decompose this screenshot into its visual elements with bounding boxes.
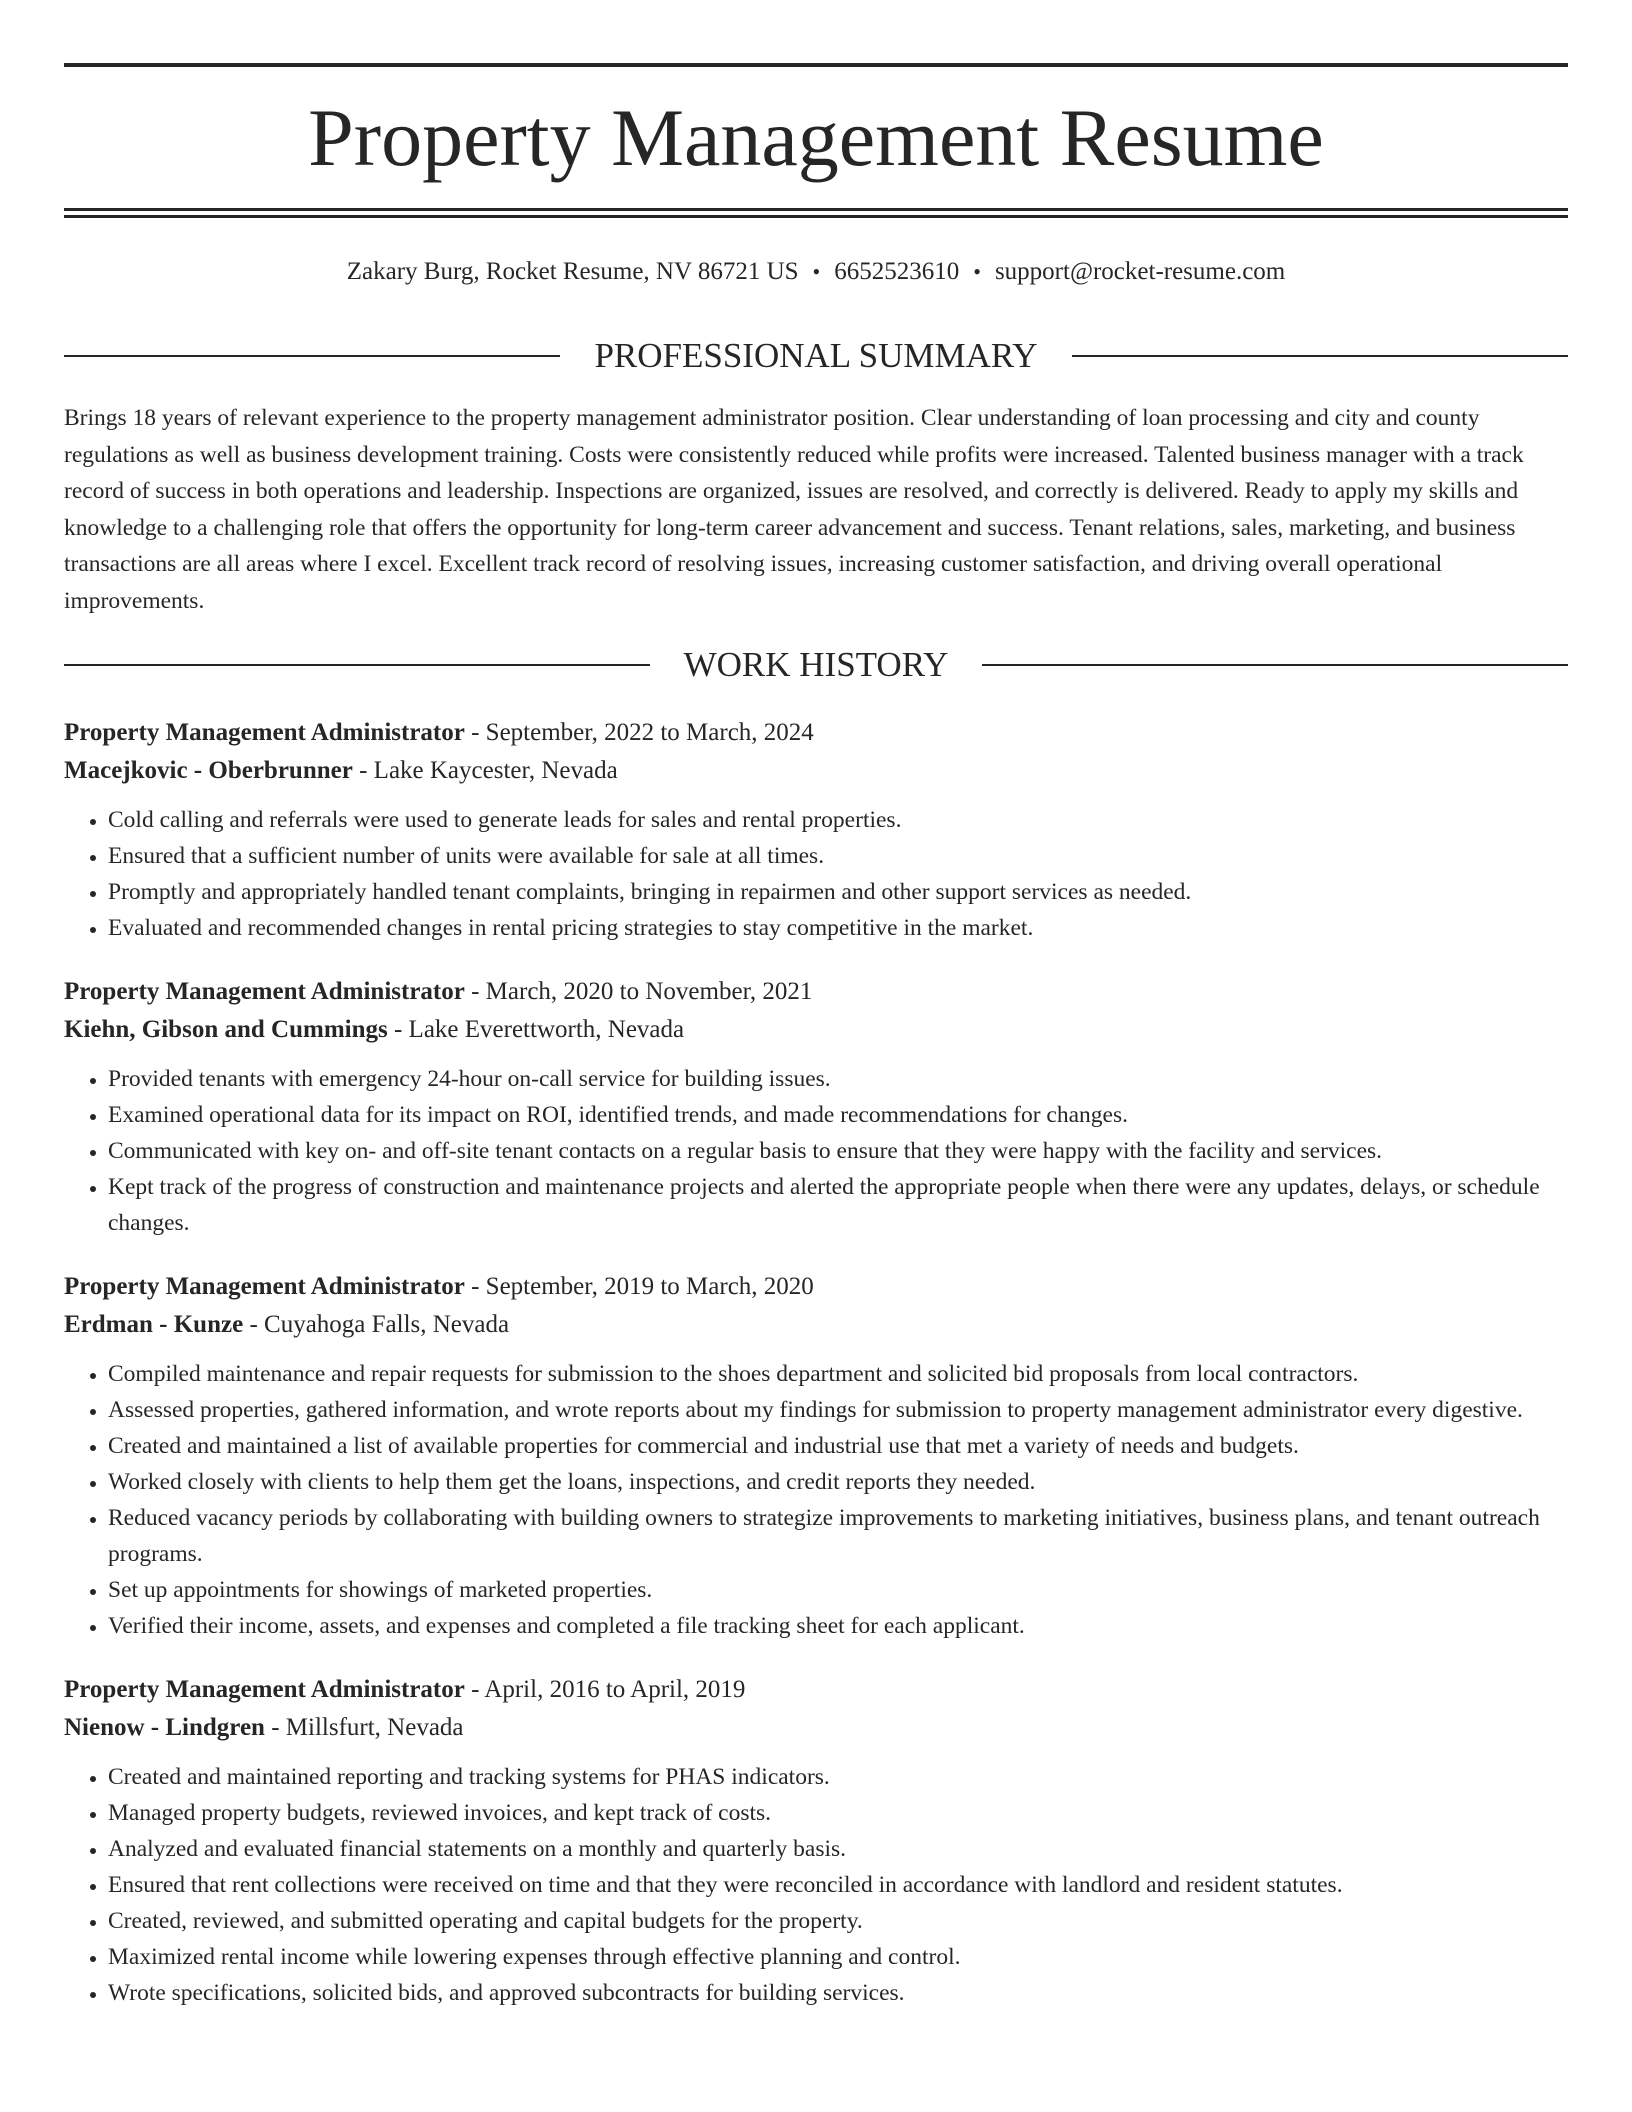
job-bullet: • Provided tenants with emergency 24-hour on-call service for building issues.	[108, 1061, 1568, 1097]
contact-separator: •	[812, 259, 821, 284]
job-bullet: • Assessed properties, gathered information, and wrote reports about my findings for submission to property management administrator every digestive.	[108, 1392, 1568, 1428]
job-location: - Lake Kaycester, Nevada	[352, 757, 618, 784]
work-section-heading	[64, 645, 1568, 685]
job-company-line	[64, 1011, 1568, 1049]
contact-line	[64, 256, 1568, 288]
job-location: - Lake Everettworth, Nevada	[387, 1016, 685, 1043]
work-heading: WORK HISTORY	[683, 645, 949, 684]
job-bullet: • Created and maintained reporting and tracking systems for PHAS indicators.	[108, 1759, 1568, 1795]
job-role: Property Management Administrator	[64, 1676, 465, 1703]
job-title-line	[64, 714, 1568, 752]
job-bullet: • Promptly and appropriately handled tenant complaints, bringing in repairmen and other support services as needed.	[108, 874, 1568, 910]
contact-email: support@rocket-resume.com	[994, 258, 1286, 285]
summary-heading: PROFESSIONAL SUMMARY	[594, 336, 1038, 375]
job-bullet: • Maximized rental income while lowering expenses through effective planning and control.	[108, 1939, 1568, 1975]
heading-rule-right	[1072, 355, 1568, 357]
heading-rule-left	[64, 664, 650, 666]
job-bullet: • Reduced vacancy periods by collaborating with building owners to strategize improvements to marketing initiatives, business plans, and tenant outreach programs.	[108, 1500, 1568, 1572]
contact-address: Zakary Burg, Rocket Resume, NV 86721 US	[346, 258, 799, 285]
contact-phone: 6652523610	[834, 258, 960, 285]
job-location: - Cuyahoga Falls, Nevada	[243, 1311, 510, 1338]
work-history-list	[64, 714, 1568, 2038]
summary-text: Brings 18 years of relevant experience to the property management administrator position. Clear understanding of loan processing and city and county regulations as well as business development training. Costs were consistently reduced while profits were increased. Talented business manager with a track record of success in both operations and leadership. Inspections are organized, issues are resolved, and correctly is delivered. Ready to apply my skills and knowledge to a challenging role that offers the opportunity for long-term career advancement and success. Tenant relations, sales, marketing, and business transactions are all areas where I excel. Excellent track record of resolving issues, increasing customer satisfaction, and driving overall operational improvements.	[64, 405, 1524, 614]
page-title: Property Management Resume	[308, 92, 1324, 183]
job-bullet: • Communicated with key on- and off-site tenant contacts on a regular basis to ensure that they were happy with the facility and services.	[108, 1133, 1568, 1169]
job-dates: - March, 2020 to November, 2021	[464, 978, 813, 1005]
job-bullet: • Created and maintained a list of available properties for commercial and industrial use that met a variety of needs and budgets.	[108, 1428, 1568, 1464]
job-bullet: • Kept track of the progress of construction and maintenance projects and alerted the appropriate people when there were any updates, delays, or schedule changes.	[108, 1169, 1568, 1241]
job-bullet: • Ensured that rent collections were received on time and that they were reconciled in accordance with landlord and resident statutes.	[108, 1867, 1568, 1903]
job-company: Erdman - Kunze	[64, 1311, 244, 1338]
job-entry	[64, 714, 1568, 946]
job-bullet: • Ensured that a sufficient number of units were available for sale at all times.	[108, 838, 1568, 874]
job-company-line	[64, 752, 1568, 790]
job-bullet: • Verified their income, assets, and expenses and completed a file tracking sheet for each applicant.	[108, 1608, 1568, 1644]
job-bullets	[64, 1061, 1568, 1241]
job-bullet: • Managed property budgets, reviewed invoices, and kept track of costs.	[108, 1795, 1568, 1831]
job-dates: - September, 2019 to March, 2020	[464, 1273, 814, 1300]
job-bullet: • Cold calling and referrals were used to generate leads for sales and rental properties.	[108, 802, 1568, 838]
job-bullet: • Created, reviewed, and submitted operating and capital budgets for the property.	[108, 1903, 1568, 1939]
job-role: Property Management Administrator	[64, 719, 465, 746]
heading-rule-left	[64, 355, 560, 357]
job-bullet: • Wrote specifications, solicited bids, and approved subcontracts for building services.	[108, 1975, 1568, 2011]
title-top-rule	[64, 63, 1568, 67]
job-title-line	[64, 973, 1568, 1011]
job-company: Kiehn, Gibson and Cummings	[64, 1016, 388, 1043]
summary-section-heading	[64, 336, 1568, 376]
job-company-line	[64, 1709, 1568, 1747]
job-bullets	[64, 802, 1568, 946]
job-dates: - April, 2016 to April, 2019	[464, 1676, 746, 1703]
job-bullet: • Evaluated and recommended changes in rental pricing strategies to stay competitive in the market.	[108, 910, 1568, 946]
job-dates: - September, 2022 to March, 2024	[464, 719, 814, 746]
job-entry	[64, 1268, 1568, 1644]
job-title-line	[64, 1268, 1568, 1306]
job-entry	[64, 1671, 1568, 2011]
job-bullet: • Compiled maintenance and repair requests for submission to the shoes department and solicited bid proposals from local contractors.	[108, 1356, 1568, 1392]
job-bullet: • Examined operational data for its impact on ROI, identified trends, and made recommendations for changes.	[108, 1097, 1568, 1133]
job-bullet: • Analyzed and evaluated financial statements on a monthly and quarterly basis.	[108, 1831, 1568, 1867]
job-role: Property Management Administrator	[64, 978, 465, 1005]
contact-separator: •	[973, 259, 981, 284]
job-company: Nienow - Lindgren	[64, 1714, 265, 1741]
job-bullets	[64, 1356, 1568, 1644]
job-location: - Millsfurt, Nevada	[264, 1714, 464, 1741]
job-bullet: • Set up appointments for showings of marketed properties.	[108, 1572, 1568, 1608]
title-bottom-double-rule	[64, 208, 1568, 218]
job-entry	[64, 973, 1568, 1241]
job-company-line	[64, 1306, 1568, 1344]
job-title-line	[64, 1671, 1568, 1709]
job-role: Property Management Administrator	[64, 1273, 465, 1300]
job-bullets	[64, 1759, 1568, 2011]
job-company: Macejkovic - Oberbrunner	[64, 757, 353, 784]
heading-rule-right	[982, 664, 1568, 666]
job-bullet: • Worked closely with clients to help them get the loans, inspections, and credit reports they needed.	[108, 1464, 1568, 1500]
